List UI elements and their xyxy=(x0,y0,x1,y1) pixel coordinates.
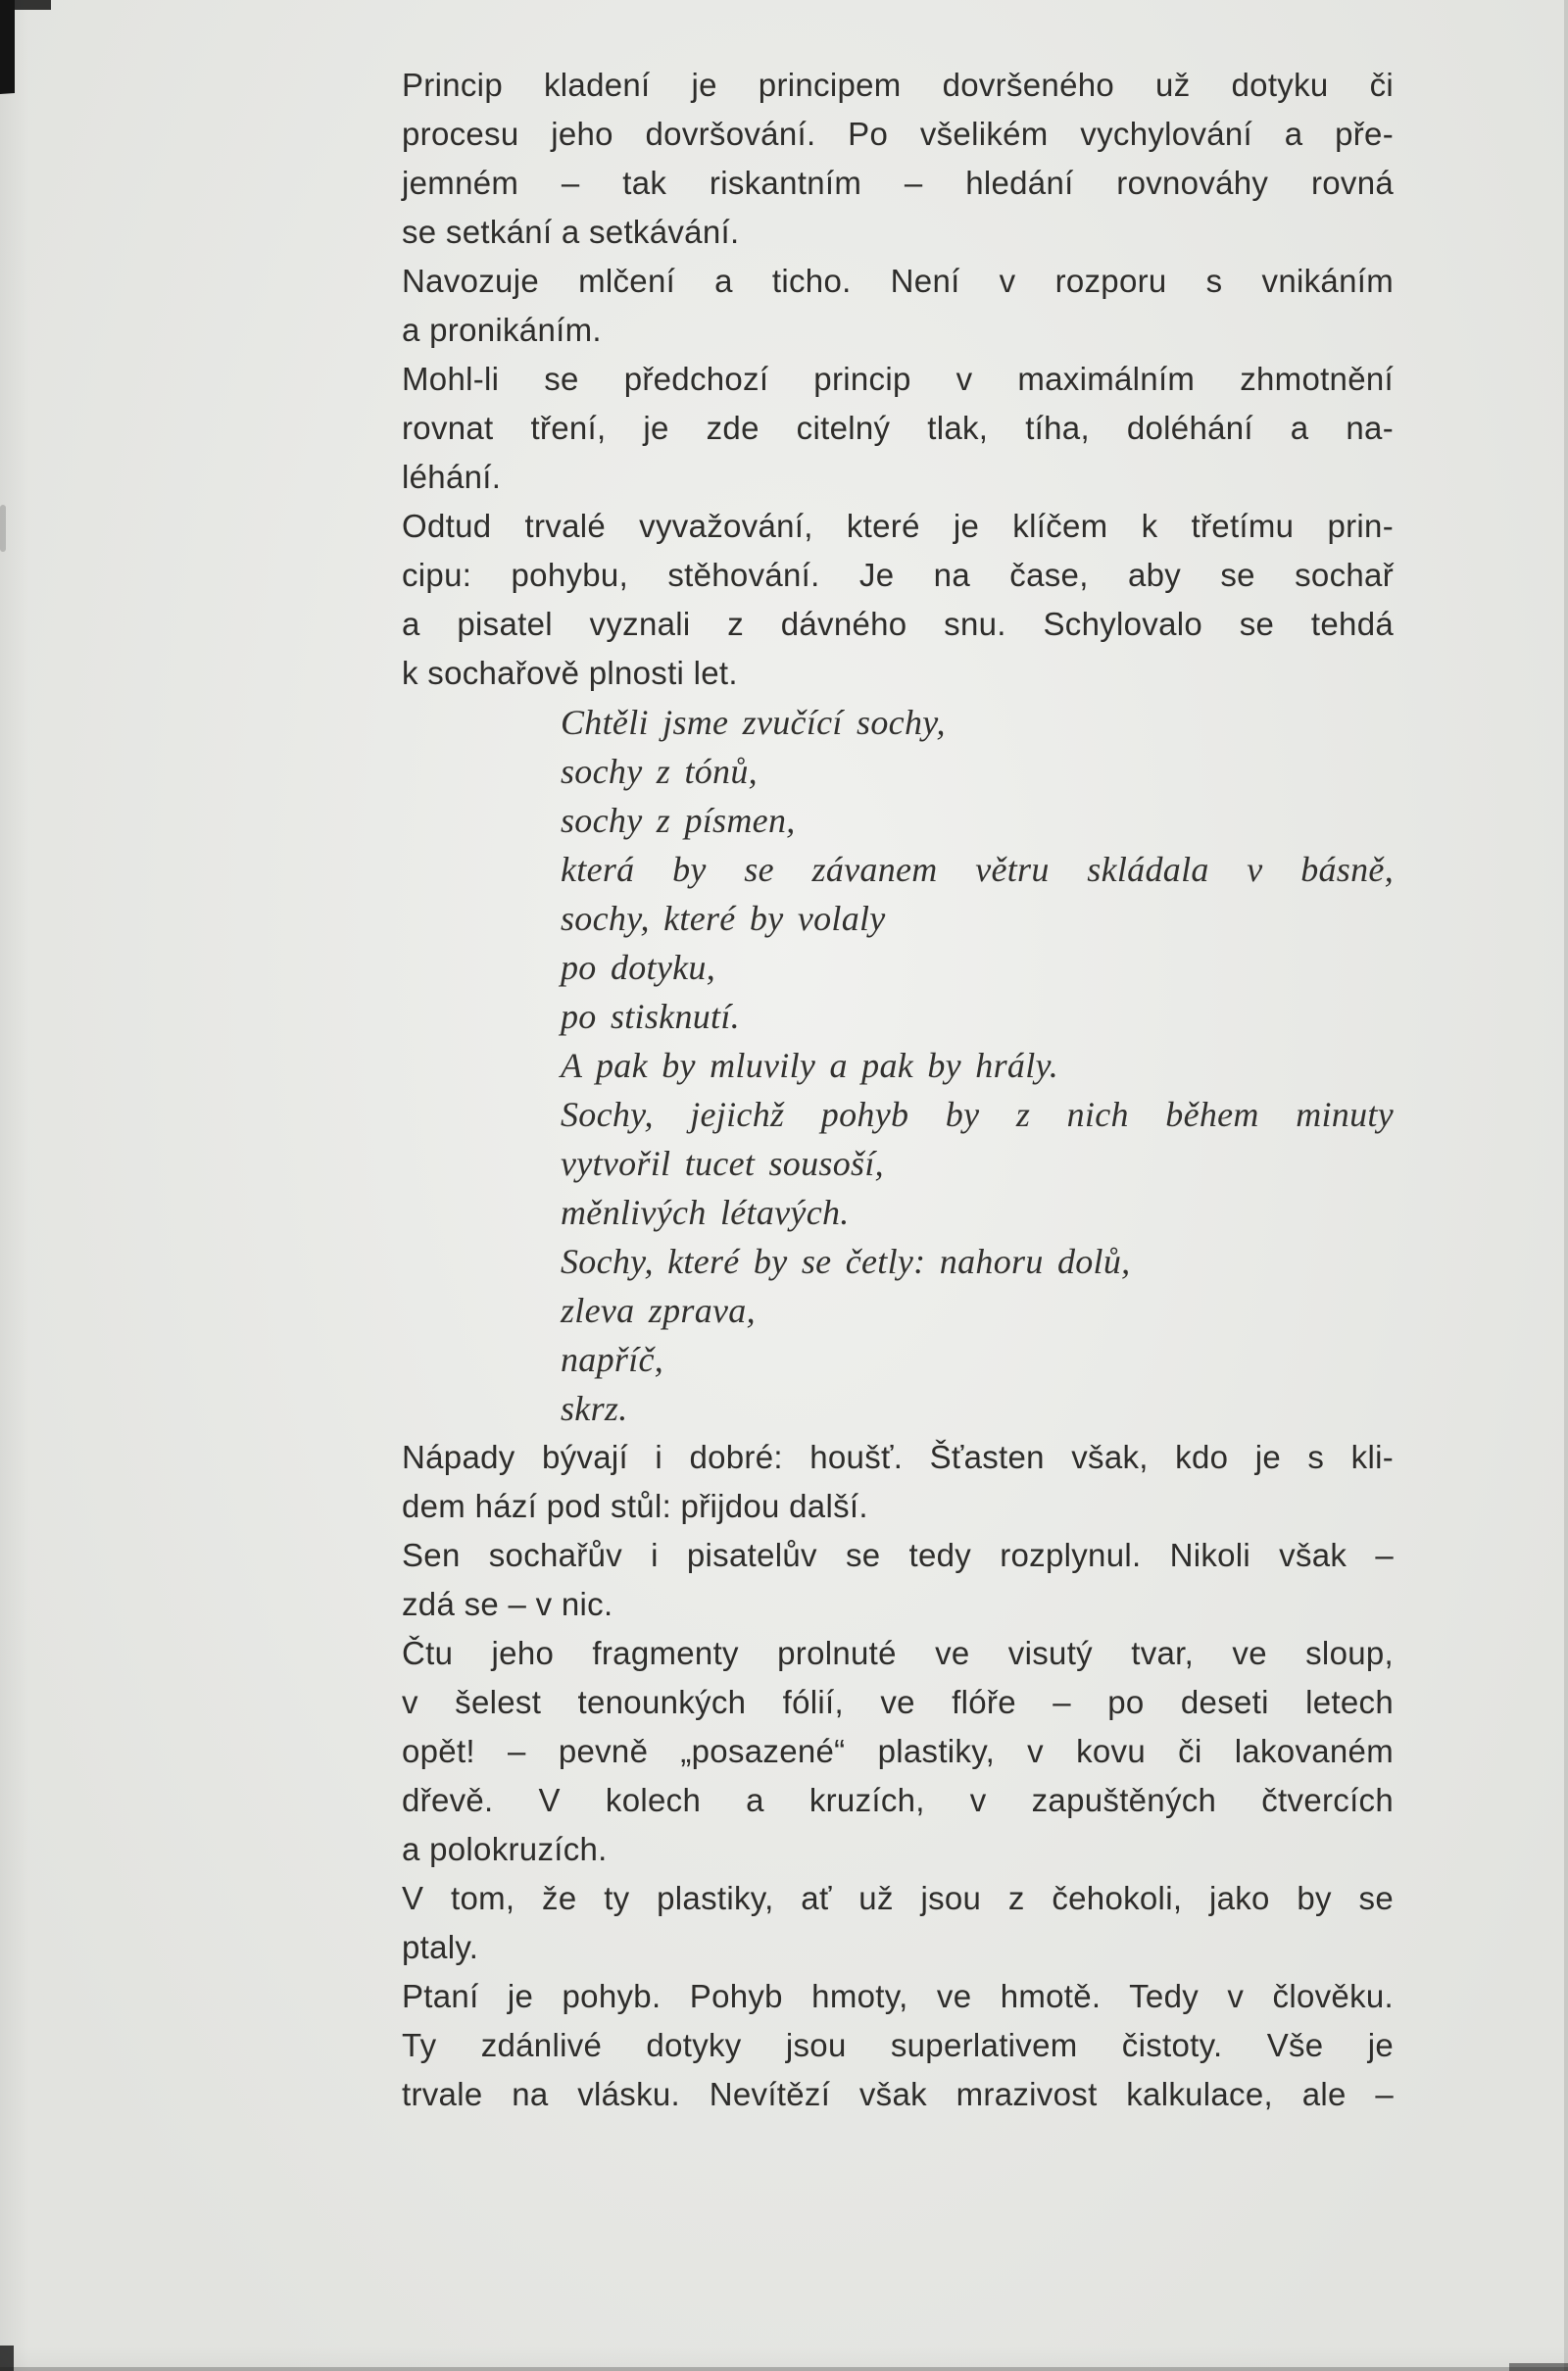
verse-line: Sochy, jejichž pohyb by z nich během minuty xyxy=(561,1095,1394,1134)
body-line: dřevě. V kolech a kruzích, v zapuštěných čtvercích xyxy=(402,1782,1394,1818)
verse-line: sochy, které by volaly xyxy=(561,899,886,938)
verse-line: po dotyku, xyxy=(561,948,715,987)
body-line: Odtud trvalé vyvažování, které je klíčem k třetímu prin- xyxy=(402,508,1394,544)
body-line: cipu: pohybu, stěhování. Je na čase, aby se sochař xyxy=(402,557,1394,593)
verse-line: napříč, xyxy=(561,1340,664,1379)
verse-line: sochy z tónů, xyxy=(561,752,758,791)
body-line: jemném – tak riskantním – hledání rovnováhy rovná xyxy=(402,165,1394,201)
text-column xyxy=(402,61,1394,2119)
body-line: léhání. xyxy=(402,459,502,495)
scan-artifact-right-edge xyxy=(1564,0,1568,2371)
scan-artifact-bottom-strip xyxy=(0,2367,1568,2371)
body-line: dem hází pod stůl: přijdou další. xyxy=(402,1488,868,1524)
body-line: Mohl-li se předchozí princip v maximálním zhmotnění xyxy=(402,361,1394,397)
body-line: Ptaní je pohyb. Pohyb hmoty, ve hmotě. Tedy v člověku. xyxy=(402,1978,1394,2014)
body-line: opět! – pevně „posazené“ plastiky, v kovu či lakovaném xyxy=(402,1733,1394,1769)
body-line: v šelest tenounkých fólií, ve flóře – po deseti letech xyxy=(402,1684,1394,1720)
body-line: trvale na vlásku. Nevítězí však mrazivost kalkulace, ale – xyxy=(402,2076,1394,2112)
body-line: Princip kladení je principem dovršeného už dotyku či xyxy=(402,67,1394,103)
body-line: ptaly. xyxy=(402,1929,479,1965)
body-line: se setkání a setkávání. xyxy=(402,214,740,250)
scan-artifact-top-left-strip xyxy=(0,0,51,10)
body-line: Sen sochařův i pisatelův se tedy rozplynul. Nikoli však – xyxy=(402,1537,1394,1573)
verse-line: vytvořil tucet sousoší, xyxy=(561,1144,884,1183)
verse-line: skrz. xyxy=(561,1389,628,1428)
verse-line: A pak by mluvily a pak by hrály. xyxy=(561,1046,1059,1085)
scan-artifact-top-left xyxy=(0,0,15,94)
scan-artifact-left-smudge xyxy=(0,505,6,552)
body-line: a pisatel vyznali z dávného snu. Schylovalo se tehdá xyxy=(402,606,1394,642)
verse-line: měnlivých létavých. xyxy=(561,1193,850,1232)
verse-line: sochy z písmen, xyxy=(561,801,796,840)
body-line: procesu jeho dovršování. Po všelikém vychylování a pře- xyxy=(402,116,1394,152)
verse-line: Chtěli jsme zvučící sochy, xyxy=(561,703,946,742)
verse-line: po stisknutí. xyxy=(561,997,740,1036)
body-line: Navozuje mlčení a ticho. Není v rozporu s vnikáním xyxy=(402,263,1394,299)
body-line: k sochařově plnosti let. xyxy=(402,655,738,691)
body-line: Čtu jeho fragmenty prolnuté ve visutý tvar, ve sloup, xyxy=(402,1635,1394,1671)
body-line: zdá se – v nic. xyxy=(402,1586,613,1622)
body-line: rovnat tření, je zde citelný tlak, tíha, doléhání a na- xyxy=(402,410,1394,446)
verse-line: zleva zprava, xyxy=(561,1291,756,1330)
body-line: Nápady bývají i dobré: houšť. Šťasten však, kdo je s kli- xyxy=(402,1439,1394,1475)
body-line: Ty zdánlivé dotyky jsou superlativem čistoty. Vše je xyxy=(402,2027,1394,2063)
scan-artifact-bottom-right xyxy=(1509,2363,1568,2371)
verse-line: která by se závanem větru skládala v básně, xyxy=(561,850,1394,889)
body-line: a pronikáním. xyxy=(402,312,602,348)
body-line: V tom, že ty plastiky, ať už jsou z čehokoli, jako by se xyxy=(402,1880,1394,1916)
body-line: a polokruzích. xyxy=(402,1831,608,1867)
verse-line: Sochy, které by se četly: nahoru dolů, xyxy=(561,1242,1131,1281)
